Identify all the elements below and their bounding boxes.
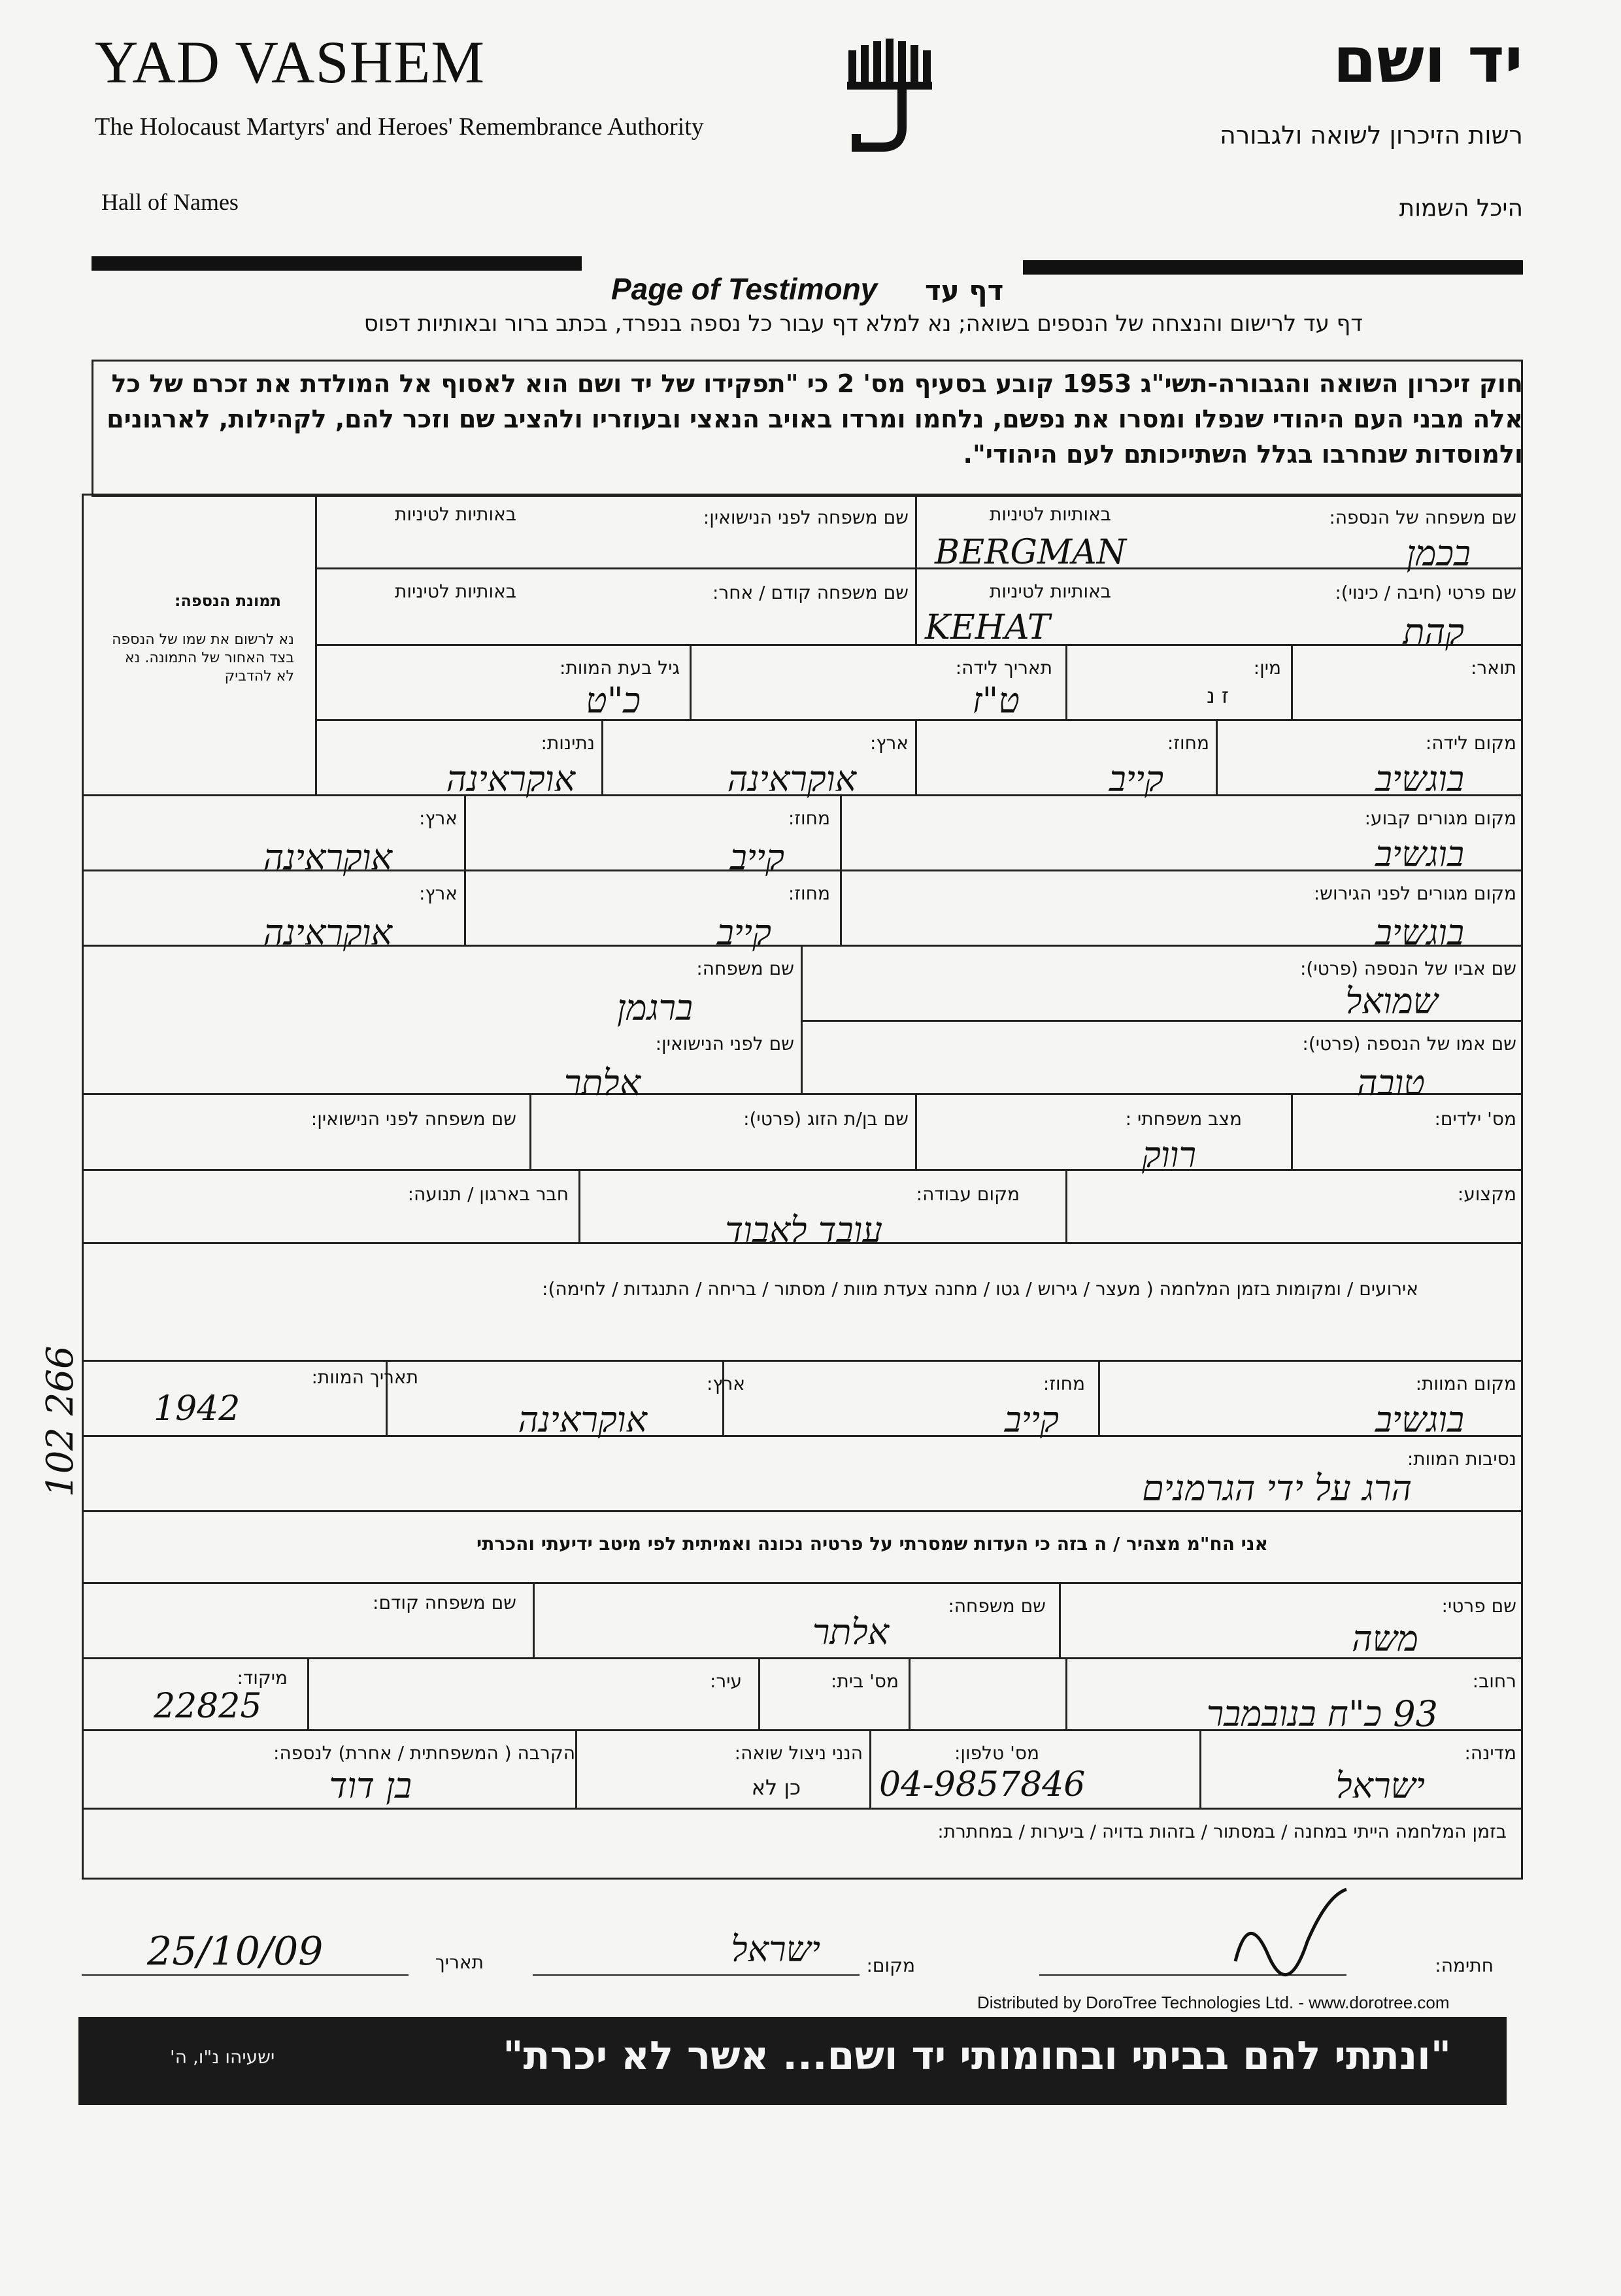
col-line: [758, 1657, 760, 1729]
law-text: חוק זיכרון השואה והגבורה-תשי"ג 1953 קובע בסעיף מס' 2 כי "תפקידו של יד ושם הוא לאסוף אל המולדת את זכרם של כל אלה מבני העם היהודי שנפלו ומסרו את נפשם, נלחמו ומרדו באויב הנאצי ובעוזריו ולהציב שם וזכר להם, לקהילות, לארגונים ולמוסדות שנחרבו בגלל השתייכותם לעם היהודי".: [107, 369, 1523, 469]
place-signed-value[interactable]: ישראל: [731, 1929, 820, 1970]
father-family-label: שם משפחה:: [696, 958, 794, 979]
survivor-options[interactable]: כן לא: [751, 1775, 801, 1800]
footer-quote: "ונתתי להם בביתי ובחומותי יד ושם... אשר לא יכרת": [503, 2033, 1451, 2079]
permanent-residence-label: מקום מגורים קבוע:: [1364, 807, 1516, 829]
col-line: [915, 494, 917, 644]
header-bar-right: [1023, 260, 1523, 275]
first-name-he-value[interactable]: קהת: [1403, 611, 1464, 652]
zip-value[interactable]: 22825: [154, 1687, 262, 1726]
col-line: [464, 794, 466, 945]
witness-first-name-value[interactable]: משה: [1352, 1618, 1418, 1659]
declaration-text: אני הח"מ מצהיר / ה בזה כי העדות שמסרתי על פרטיה נכונה ואמיתית לפי מיטב ידיעתי והכרתי: [476, 1533, 1268, 1555]
marital-status-label: מצב משפחתי :: [1125, 1108, 1242, 1130]
authority-subtitle-he: רשות הזיכרון לשואה ולגבורה: [1220, 121, 1523, 150]
street-value[interactable]: 93 כ"ח בנובמבר: [1206, 1693, 1438, 1734]
row-line: [82, 1808, 1523, 1810]
death-date-label: תאריך המוות:: [311, 1366, 418, 1388]
witness-country-label: מדינה:: [1464, 1742, 1516, 1764]
witness-first-name-label: שם פרטי:: [1441, 1595, 1516, 1617]
nationality-value[interactable]: אוקראינה: [446, 758, 575, 800]
death-country-label: ארץ:: [706, 1373, 745, 1394]
date-signed-value[interactable]: 25/10/09: [147, 1929, 324, 1974]
deport-country-label: ארץ:: [418, 883, 458, 904]
witness-country-value[interactable]: ישראל: [1335, 1765, 1425, 1806]
workplace-value[interactable]: עובד לאבוד: [725, 1209, 882, 1251]
col-line: [1065, 1657, 1067, 1729]
col-line: [915, 1093, 917, 1169]
witness-surname-label: שם משפחה:: [948, 1595, 1046, 1617]
row-line: [317, 719, 1523, 721]
row-line: [317, 567, 1523, 569]
maiden-name-label: שם משפחה לפני הנישואין:: [703, 507, 909, 528]
distributed-by: Distributed by DoroTree Technologies Ltd. - www.dorotree.com: [977, 1993, 1450, 2012]
perm-res-district-value[interactable]: קייב: [729, 837, 784, 878]
date-line: [82, 1974, 409, 1976]
age-at-death-value[interactable]: כ"ט: [586, 680, 641, 721]
row-line: [82, 1582, 1523, 1584]
authority-subtitle-en: The Holocaust Martyrs' and Heroes' Remembrance Authority: [95, 113, 704, 141]
spouse-maiden-label: שם משפחה לפני הנישואין:: [310, 1108, 516, 1130]
birth-country-value[interactable]: אוקראינה: [727, 758, 856, 800]
gender-label: מין:: [1253, 657, 1281, 679]
death-district-value[interactable]: קייב: [1004, 1399, 1059, 1440]
father-family-value[interactable]: ברגמן: [616, 987, 693, 1028]
col-line: [1291, 644, 1293, 719]
latin-letters-label: באותיות לטיניות: [395, 581, 516, 602]
col-line: [307, 1657, 309, 1729]
form-title-he: דף עד: [925, 275, 1004, 307]
phone-label: מס' טלפון:: [954, 1742, 1039, 1764]
perm-res-country-value[interactable]: אוקראינה: [263, 837, 392, 878]
col-line: [801, 945, 803, 1093]
photo-box-title: תמונת הנספה:: [174, 592, 281, 610]
witness-surname-value[interactable]: אלתר: [812, 1612, 889, 1653]
nationality-label: נתינות:: [541, 732, 595, 754]
victim-surname-he-value[interactable]: בכמן: [1406, 533, 1471, 574]
col-line: [533, 1582, 535, 1657]
house-no-label: מס' בית:: [830, 1670, 899, 1692]
wartime-events-label: אירועים / ומקומות בזמן המלחמה ( מעצר / גירוש / גטו / מחנה צעדת מוות / מסתור / בריחה / התנגדות / לחימה):: [542, 1278, 1418, 1300]
hall-of-names-en: Hall of Names: [101, 189, 239, 215]
col-line: [601, 719, 603, 794]
yad-vashem-title-en: YAD VASHEM: [95, 29, 486, 95]
workplace-label: מקום עבודה:: [916, 1183, 1020, 1205]
row-line: [82, 1360, 1523, 1362]
row-line: [82, 1169, 1523, 1171]
mother-maiden-label: שם לפני הנישואין:: [655, 1033, 794, 1055]
victim-surname-latin-value[interactable]: BERGMAN: [935, 533, 1127, 572]
signature-label: חתימה:: [1435, 1955, 1494, 1976]
age-at-death-label: גיל בעת המוות:: [559, 657, 680, 679]
children-label: מס' ילדים:: [1434, 1108, 1516, 1130]
col-line: [722, 1360, 724, 1435]
mother-name-label: שם אמו של הנספה (פרטי):: [1302, 1033, 1516, 1055]
wartime-status-label: בזמן המלחמה הייתי במחנה / במסתור / בזהות בדויה / ביערות / במחתרת:: [937, 1821, 1507, 1842]
col-line: [915, 719, 917, 794]
street-label: רחוב:: [1472, 1670, 1516, 1692]
victim-surname-label: שם משפחה של הנספה:: [1329, 507, 1516, 528]
col-line: [529, 1093, 531, 1169]
col-line: [840, 794, 842, 945]
col-line: [1059, 1582, 1061, 1657]
first-name-latin-value[interactable]: KEHAT: [925, 608, 1050, 647]
residence-before-deport-label: מקום מגורים לפני הגירוש:: [1313, 883, 1516, 904]
row-line: [317, 644, 1523, 646]
signature-mark: [1222, 1883, 1366, 1981]
gender-options[interactable]: ז נ: [1206, 683, 1229, 708]
form-instructions: דף עד לרישום והנצחה של הנספים בשואה; נא למלא דף עבור כל נספה בנפרד, בכתב ברור ובאותיות דפוס: [363, 311, 1363, 337]
pre-deport-place-value[interactable]: בוגשיב: [1375, 912, 1464, 953]
death-country-value[interactable]: אוקראינה: [518, 1399, 647, 1440]
relation-label: הקרבה ( המשפחתית / אחרת) לנספה:: [273, 1742, 575, 1764]
relation-value[interactable]: בן דוד: [329, 1765, 412, 1806]
pre-deport-district-value[interactable]: קייב: [716, 912, 771, 953]
place-line: [533, 1974, 860, 1976]
birth-district-value[interactable]: קייב: [1109, 758, 1163, 800]
title-label: תואר:: [1471, 657, 1516, 679]
father-name-value[interactable]: שמואל: [1345, 981, 1438, 1022]
col-line: [1065, 644, 1067, 719]
header-bar-left: [92, 256, 582, 271]
death-circumstances-value[interactable]: הרג על ידי הגרמנים: [1142, 1468, 1412, 1509]
profession-label: מקצוע:: [1457, 1183, 1516, 1205]
survivor-label: הנני ניצול שואה:: [734, 1742, 863, 1764]
death-circumstances-label: נסיבות המוות:: [1407, 1448, 1516, 1470]
row-line: [82, 1093, 1523, 1095]
death-place-value[interactable]: בוגשיב: [1375, 1399, 1464, 1440]
yad-vashem-title-he: יד ושם: [1333, 24, 1523, 97]
photo-box-note: נא לרשום את שמו של הנספה בצד האחור של התמונה. נא לא להדביק: [112, 632, 294, 684]
witness-prev-surname-label: שם משפחה קודם:: [373, 1592, 516, 1613]
father-name-label: שם אביו של הנספה (פרטי):: [1299, 958, 1516, 979]
place-label: מקום:: [866, 1955, 915, 1976]
col-line: [869, 1729, 871, 1808]
first-name-label: שם פרטי (חיבה / כינוי):: [1335, 582, 1516, 603]
death-district-label: מחוז:: [1043, 1373, 1085, 1394]
perm-res-place-value[interactable]: בוגשיב: [1375, 834, 1464, 875]
side-reference-number: 102 266: [39, 1345, 82, 1497]
latin-letters-label: באותיות לטיניות: [395, 503, 516, 525]
birth-place-label: מקום לידה:: [1425, 732, 1516, 754]
organization-label: חבר בארגון / תנועה:: [407, 1183, 569, 1205]
footer-quote-reference: ישעיהו נ"ו, ה': [170, 2046, 275, 2068]
col-line: [1098, 1360, 1100, 1435]
spouse-name-label: שם בן/ת הזוג (פרטי):: [743, 1108, 909, 1130]
phone-value[interactable]: 04-9857846: [879, 1765, 1086, 1804]
birth-date-label: תאריך לידה:: [955, 657, 1052, 679]
hall-of-names-he: היכל השמות: [1399, 195, 1523, 222]
col-line: [1216, 719, 1218, 794]
col-line: [1199, 1729, 1201, 1808]
birth-district-label: מחוז:: [1167, 732, 1209, 754]
col-line: [909, 1657, 911, 1729]
perm-district-label: מחוז:: [788, 807, 830, 829]
col-line: [690, 644, 692, 719]
row-line: [82, 1435, 1523, 1437]
birth-date-value[interactable]: ט"ז: [972, 680, 1020, 721]
zip-label: מיקוד:: [237, 1667, 288, 1689]
birth-country-label: ארץ:: [869, 732, 909, 754]
menorah-logo-icon: [843, 36, 935, 167]
pre-deport-country-value[interactable]: אוקראינה: [263, 912, 392, 953]
prev-surname-label: שם משפחה קודם / אחר:: [712, 582, 909, 603]
col-line: [1291, 1093, 1293, 1169]
col-line: [575, 1729, 577, 1808]
deport-district-label: מחוז:: [788, 883, 830, 904]
latin-letters-label: באותיות לטיניות: [990, 581, 1111, 602]
city-label: עיר:: [709, 1670, 742, 1692]
mother-name-value[interactable]: טובה: [1356, 1062, 1425, 1104]
row-line: [82, 1657, 1523, 1659]
date-label: תאריך: [435, 1951, 484, 1973]
col-line: [1065, 1169, 1067, 1242]
row-line: [82, 1510, 1523, 1512]
perm-country-label: ארץ:: [418, 807, 458, 829]
death-date-value[interactable]: 1942: [154, 1389, 241, 1428]
form-title-en: Page of Testimony: [611, 272, 878, 306]
birth-place-value[interactable]: בוגשיב: [1375, 758, 1464, 800]
marital-status-value[interactable]: רווק: [1141, 1134, 1196, 1175]
col-line: [578, 1169, 580, 1242]
mother-maiden-value[interactable]: אלתר: [563, 1062, 641, 1104]
death-place-label: מקום המוות:: [1415, 1373, 1516, 1394]
latin-letters-label: באותיות לטיניות: [990, 503, 1111, 525]
